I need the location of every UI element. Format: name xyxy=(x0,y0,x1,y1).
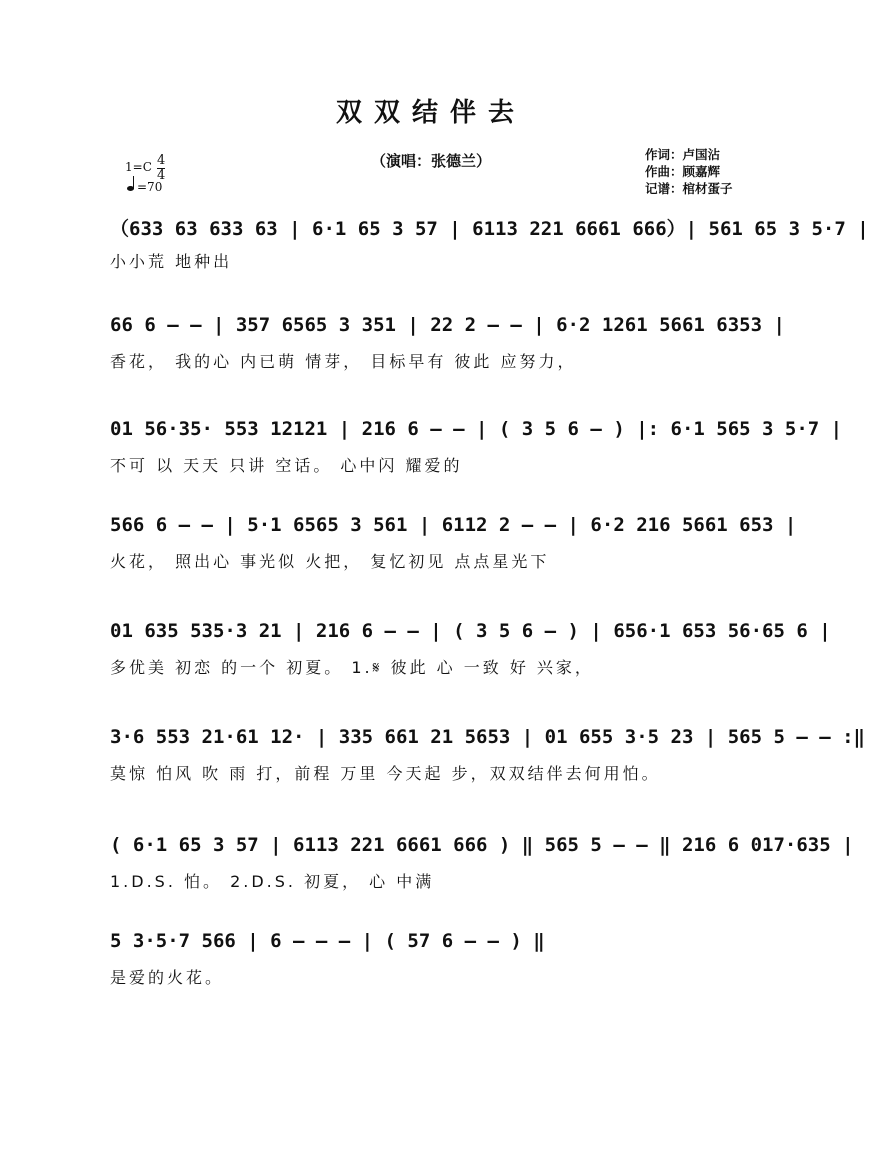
lyrics-line: 多优美 初恋 的一个 初夏。 1.𝄋 彼此 心 一致 好 兴家， xyxy=(110,658,594,677)
notation-line: （633 63 633 63 | 6·1 65 3 57 | 6113 221 6661 666）| 561 65 3 5·7 | xyxy=(110,218,869,240)
lyrics-line: 是爱的火花。 xyxy=(110,968,225,987)
lyrics-line: 小小荒 地种出 xyxy=(110,252,233,271)
lyrics-line: 火花， 照出心 事光似 火把， 复忆初见 点点星光下 xyxy=(110,552,550,571)
lyricist-credit: 作词：卢国沾 xyxy=(645,147,721,162)
staff-row xyxy=(110,834,854,914)
time-top: 4 xyxy=(157,153,166,168)
staff-row xyxy=(110,418,843,498)
notation-line: 66 6 – – | 357 6565 3 351 | 22 2 – – | 6·2 1261 5661 6353 | xyxy=(110,314,785,336)
credits-block xyxy=(645,146,733,197)
tempo-marking xyxy=(127,180,162,194)
key-signature xyxy=(125,153,166,194)
notation-line: 01 56·35· 553 12121 | 216 6 – – | ( 3 5 6 – ) |: 6·1 565 3 5·7 | xyxy=(110,418,843,440)
lyrics-line: 不可 以 天天 只讲 空话。 心中闪 耀爱的 xyxy=(110,456,463,475)
time-bottom: 4 xyxy=(157,168,166,183)
singer-credit: （演唱：张德兰） xyxy=(370,152,491,170)
notation-line: 5 3·5·7 566 | 6 – – – | ( 57 6 – – ) ‖ xyxy=(110,930,545,952)
staff-row xyxy=(110,930,765,1010)
staff-row xyxy=(110,620,831,700)
song-title: 双双结伴去 xyxy=(335,98,526,128)
notation-line: 566 6 – – | 5·1 6565 3 561 | 6112 2 – – | 6·2 216 5661 653 | xyxy=(110,514,797,536)
transcriber-credit: 记谱：棺材蛋子 xyxy=(645,181,733,196)
lyrics-line: 1.D.S. 怕。 2.D.S. 初夏， 心 中满 xyxy=(110,872,435,891)
lyrics-line: 香花， 我的心 内已萌 情芽， 目标早有 彼此 应努力， xyxy=(110,352,577,371)
staff-row xyxy=(110,514,797,594)
staff-row xyxy=(110,314,785,394)
key-label: 1=C xyxy=(125,160,152,174)
notation-line: ( 6·1 65 3 57 | 6113 221 6661 666 ) ‖ 565 5 – – ‖ 216 6 017·635 | xyxy=(110,834,854,856)
composer-credit: 作曲：顾嘉辉 xyxy=(645,164,721,179)
time-signature xyxy=(157,154,165,183)
quarter-note-icon xyxy=(127,186,134,191)
staff-row xyxy=(110,214,869,294)
tempo-value: =70 xyxy=(137,180,163,194)
notation-line: 01 635 535·3 21 | 216 6 – – | ( 3 5 6 – ) | 656·1 653 56·65 6 | xyxy=(110,620,831,642)
lyrics-line: 莫惊 怕风 吹 雨 打，前程 万里 今天起 步，双双结伴去何用怕。 xyxy=(110,764,661,783)
staff-row xyxy=(110,726,865,806)
notation-line: 3·6 553 21·61 12· | 335 661 21 5653 | 01 655 3·5 23 | 565 5 – – :‖ xyxy=(110,726,865,748)
